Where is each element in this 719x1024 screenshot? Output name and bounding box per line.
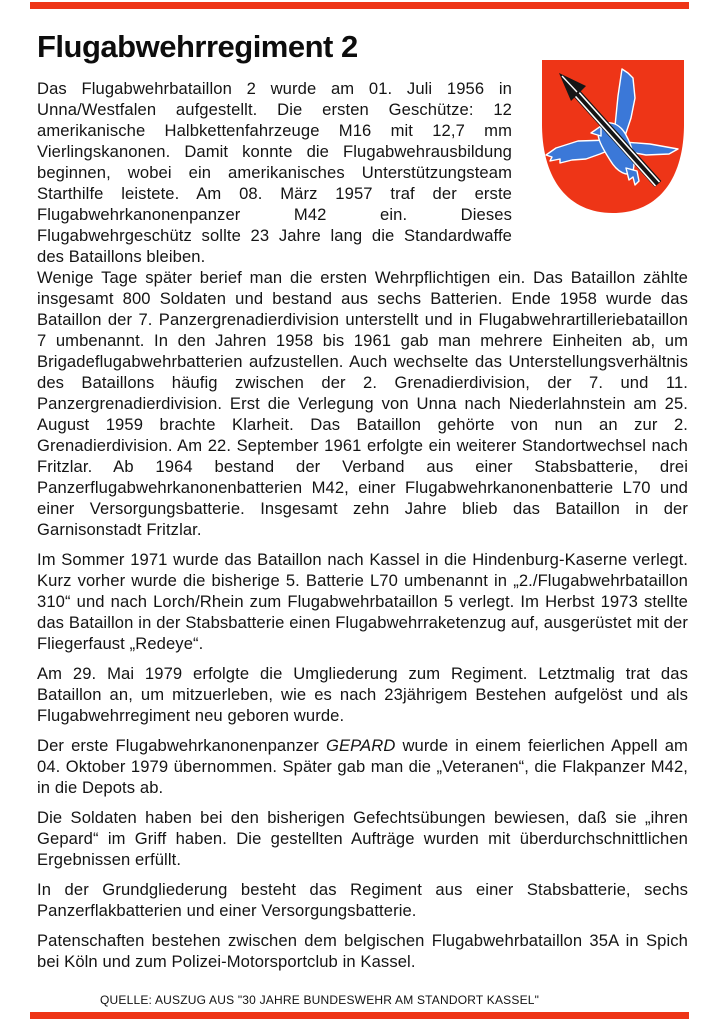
paragraph-soldiers: Die Soldaten haben bei den bisherigen Gefechtsübungen bewiesen, daß sie „ihren Gepard“ im Griff haben. Die gestellten Aufträge wurden mit überdurchschnittlichen Ergebnissen erfüllt. (37, 807, 688, 869)
paragraph-structure: In der Grundgliederung besteht das Regiment aus einer Stabsbatterie, sechs Panzerflakbatterien und einer Versorgungsbatterie. (37, 879, 688, 920)
paragraph-partnerships: Patenschaften bestehen zwischen dem belgischen Flugabwehrbataillon 35A in Spich bei Köln und zum Polizei-Motorsportclub in Kassel. (37, 930, 688, 971)
gepard-text-after: wurde in einem feierlichen Appell am 04. Oktober 1979 übernommen. Später gab man die „Veteranen“, die Flakpanzer M42, in die Depots ab. (37, 735, 688, 797)
bottom-red-rule (30, 1012, 689, 1019)
top-red-rule (30, 2, 689, 9)
crest-graphic (538, 56, 688, 216)
page-content (37, 30, 688, 972)
gepard-emphasis: GEPARD (325, 735, 396, 755)
paragraph-regiment-1979: Am 29. Mai 1979 erfolgte die Umgliederung zum Regiment. Letztmalig trat das Bataillon an, um mitzuerleben, wie es nach 23jährigem Bestehen aufgelöst und als Flugabwehrregiment neu geboren wurde. (37, 663, 688, 725)
source-citation: QUELLE: AUSZUG AUS "30 JAHRE BUNDESWEHR AM STANDORT KASSEL" (100, 993, 540, 1007)
paragraph-kassel-1971: Im Sommer 1971 wurde das Bataillon nach Kassel in die Hindenburg-Kaserne verlegt. Kurz vorher wurde die bisherige 5. Batterie L70 umbenannt in „2./Flugabwehrbataillon 310“ und nach Lorch/Rhein zum Flugabwehrbataillon 5 verlegt. Im Herbst 1973 stellte das Bataillon in der Stabsbatterie einen Flugabwehrraketenzug auf, ausgerüstet mit der Fliegerfaust „Redeye“. (37, 549, 688, 653)
paragraph-history-1956-1964: Wenige Tage später berief man die ersten Wehrpflichtigen ein. Das Bataillon zählte insgesamt 800 Soldaten und bestand aus sechs Batterien. Ende 1958 wurde das Bataillon der 7. Panzergrenadierdivision unterstellt und in Flugabwehrartilleriebataillon 7 umbenannt. In den Jahren 1958 bis 1961 gab man mehrere Einheiten ab, um Brigadeflugabwehrbatterien aufzustellen. Auch wechselte das Unterstellungsverhältnis des Bataillons häufig zwischen der 2. Grenadierdivision, der 7. und 11. Panzergrenadierdivision. Erst die Verlegung von Unna nach Niederlahnstein am 25. August 1959 brachte Klarheit. Das Bataillon gehörte von nun an zur 2. Grenadierdivision. Am 22. September 1961 erfolgte ein weiterer Standortwechsel nach Fritzlar. Ab 1964 bestand der Verband aus einer Stabsbatterie, drei Panzerflugabwehrkanonenbatterien M42, einer Flugabwehrkanonenbatterie L70 und einer Versorgungsbatterie. Insgesamt zehn Jahre blieb das Bataillon in der Garnisonstadt Fritzlar. (37, 267, 688, 539)
paragraph-gepard (37, 735, 688, 798)
gepard-text-before: Der erste Flugabwehrkanonenpanzer (37, 735, 326, 755)
page-title: Flugabwehrregiment 2 (37, 29, 358, 64)
unit-crest (538, 56, 688, 216)
paragraph-founding: Das Flugabwehrbataillon 2 wurde am 01. Juli 1956 in Unna/Westfalen aufgestellt. Die ersten Geschütze: 12 amerikanische Halbkettenfahrzeuge M16 mit 12,7 mm Vierlingskanonen. Damit konnte die Flugabwehrausbildung beginnen, wobei ein amerikanisches Unterstützungsteam Starthilfe leistete. Am 08. März 1957 traf der erste Flugabwehrkanonenpanzer M42 ein. Dieses Flugabwehrgeschütz sollte 23 Jahre lang die Standardwaffe des Bataillons bleiben. (37, 78, 512, 266)
